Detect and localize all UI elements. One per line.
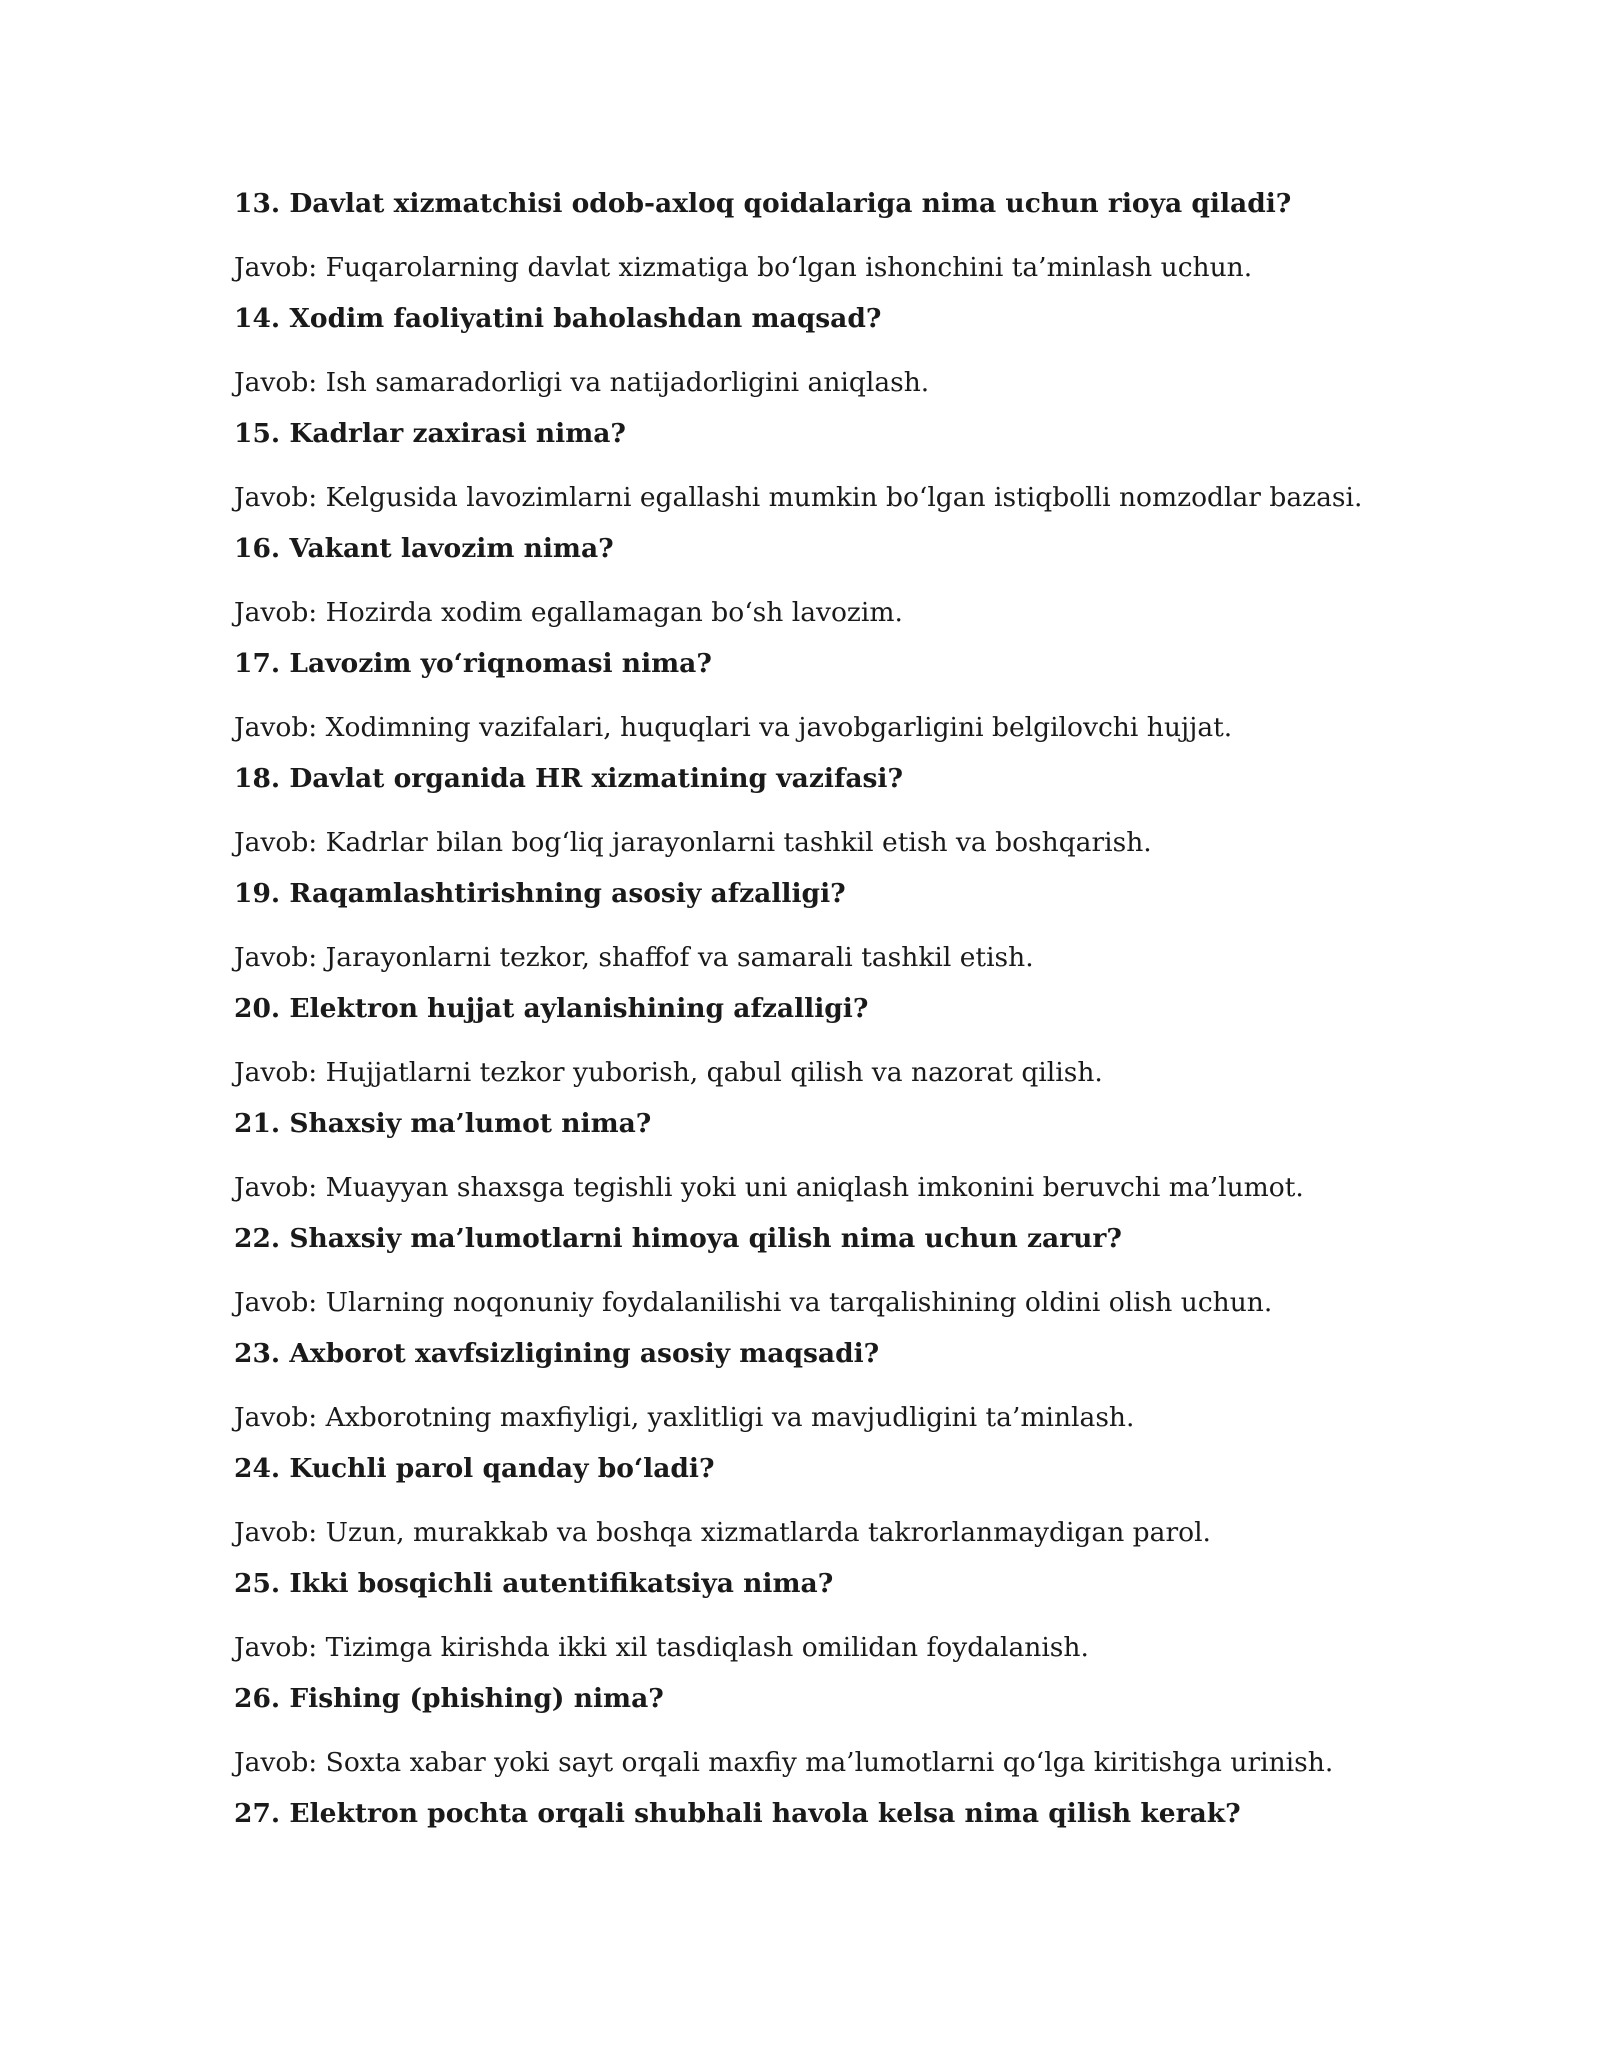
qa-item (234, 1451, 1534, 1566)
qa-item (234, 301, 1534, 416)
question-text: 18. Davlat organida HR xizmatining vazifasi? (234, 763, 904, 794)
qa-item (234, 646, 1534, 761)
answer-text: Javob: Axborotning maxfiyligi, yaxlitligi va mavjudligini ta’minlash. (234, 1402, 1135, 1433)
answer-text: Javob: Jarayonlarni tezkor, shaffof va samarali tashkil etish. (234, 942, 1034, 973)
question-text: 15. Kadrlar zaxirasi nima? (234, 418, 626, 449)
answer-text: Javob: Fuqarolarning davlat xizmatiga bo‘lgan ishonchini ta’minlash uchun. (234, 252, 1253, 283)
question-text: 24. Kuchli parol qanday bo‘ladi? (234, 1453, 715, 1484)
qa-item (234, 876, 1534, 991)
question-text: 26. Fishing (phishing) nima? (234, 1683, 664, 1714)
qa-item (234, 1681, 1534, 1796)
answer-text: Javob: Kadrlar bilan bog‘liq jarayonlarni tashkil etish va boshqarish. (234, 827, 1152, 858)
answer-text: Javob: Hujjatlarni tezkor yuborish, qabul qilish va nazorat qilish. (234, 1057, 1103, 1088)
question-text: 20. Elektron hujjat aylanishining afzalligi? (234, 993, 869, 1024)
qa-item (234, 416, 1534, 531)
qa-item (234, 531, 1534, 646)
answer-text: Javob: Ularning noqonuniy foydalanilishi va tarqalishining oldini olish uchun. (234, 1287, 1273, 1318)
question-text: 23. Axborot xavfsizligining asosiy maqsadi? (234, 1338, 880, 1369)
question-text: 27. Elektron pochta orqali shubhali havola kelsa nima qilish kerak? (234, 1798, 1241, 1829)
answer-text: Javob: Xodimning vazifalari, huquqlari va javobgarligini belgilovchi hujjat. (234, 712, 1233, 743)
question-text: 14. Xodim faoliyatini baholashdan maqsad? (234, 303, 882, 334)
answer-text: Javob: Soxta xabar yoki sayt orqali maxfiy ma’lumotlarni qo‘lga kiritishga urinish. (234, 1747, 1334, 1778)
question-text: 19. Raqamlashtirishning asosiy afzalligi? (234, 878, 846, 909)
answer-text: Javob: Tizimga kirishda ikki xil tasdiqlash omilidan foydalanish. (234, 1632, 1089, 1663)
answer-text: Javob: Ish samaradorligi va natijadorligini aniqlash. (234, 367, 930, 398)
question-text: 16. Vakant lavozim nima? (234, 533, 614, 564)
answer-text: Javob: Hozirda xodim egallamagan bo‘sh lavozim. (234, 597, 903, 628)
answer-text: Javob: Muayyan shaxsga tegishli yoki uni aniqlash imkonini beruvchi ma’lumot. (234, 1172, 1304, 1203)
question-text: 13. Davlat xizmatchisi odob-axloq qoidalariga nima uchun rioya qiladi? (234, 188, 1292, 219)
qa-item (234, 1336, 1534, 1451)
qa-list (234, 186, 1534, 1911)
question-text: 25. Ikki bosqichli autentifikatsiya nima? (234, 1568, 834, 1599)
qa-item (234, 1221, 1534, 1336)
question-text: 22. Shaxsiy ma’lumotlarni himoya qilish nima uchun zarur? (234, 1223, 1122, 1254)
qa-item (234, 186, 1534, 301)
answer-text: Javob: Uzun, murakkab va boshqa xizmatlarda takrorlanmaydigan parol. (234, 1517, 1211, 1548)
qa-item (234, 1566, 1534, 1681)
qa-item (234, 991, 1534, 1106)
qa-item (234, 1106, 1534, 1221)
question-text: 21. Shaxsiy ma’lumot nima? (234, 1108, 652, 1139)
question-text: 17. Lavozim yo‘riqnomasi nima? (234, 648, 712, 679)
qa-item (234, 761, 1534, 876)
qa-item (234, 1796, 1534, 1911)
answer-text: Javob: Kelgusida lavozimlarni egallashi mumkin bo‘lgan istiqbolli nomzodlar bazasi. (234, 482, 1363, 513)
